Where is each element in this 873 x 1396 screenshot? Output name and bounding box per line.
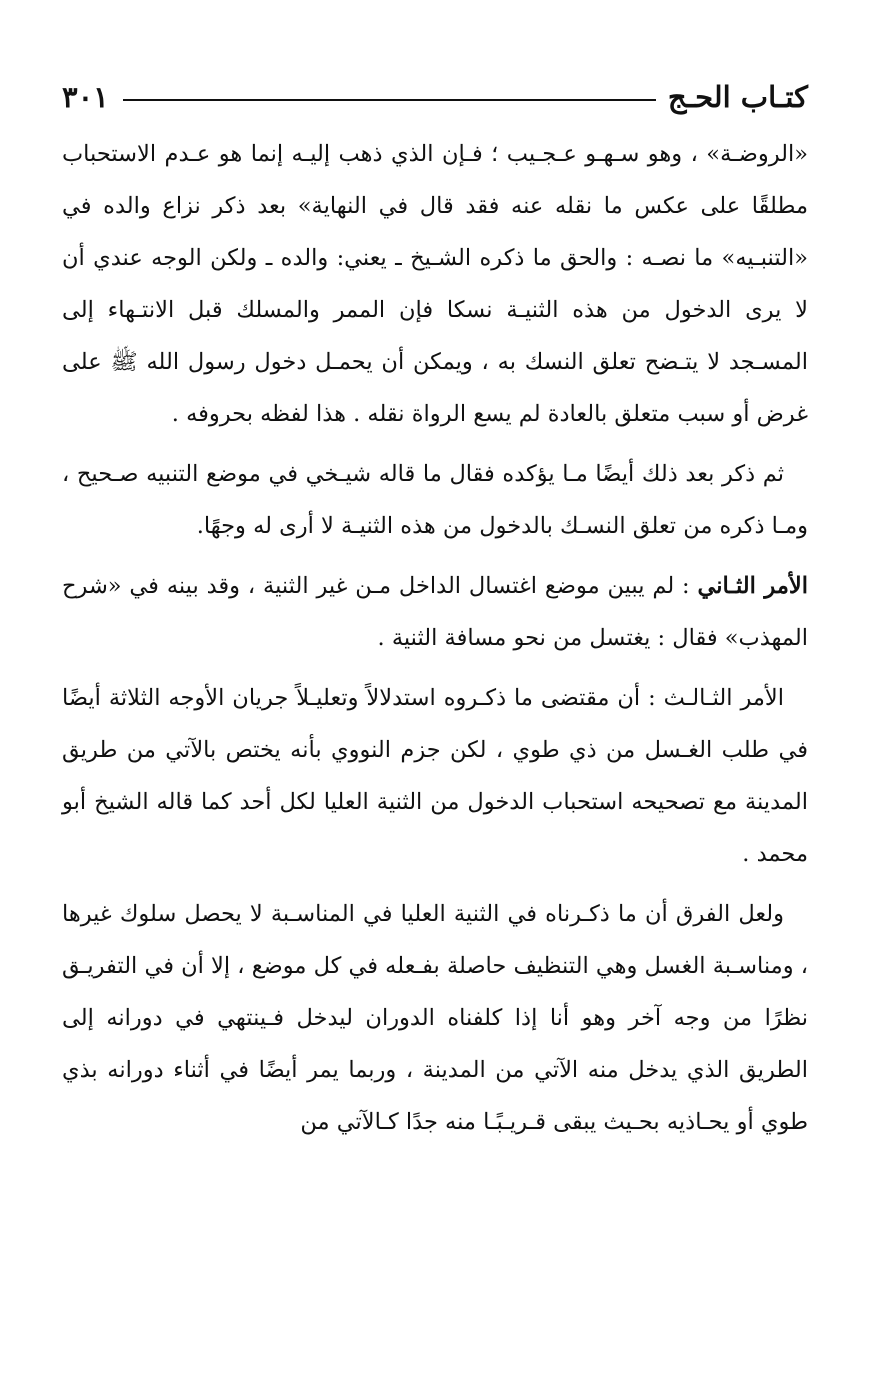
- page-header: [62, 74, 808, 120]
- paragraph: [62, 128, 808, 440]
- paragraph: [62, 888, 808, 1148]
- paragraph-text: : لم يبين موضع اغتسال الداخل مـن غير الثنية ، وقد بينه في «شرح المهذب» فقال : يغتسل من نحو مسافة الثنية .: [62, 573, 808, 651]
- running-title: كتـاب الحـج: [667, 80, 808, 114]
- paragraph-term: الأمر الثـاني: [697, 573, 808, 599]
- paragraph: [62, 672, 808, 880]
- paragraph-text: ولعل الفرق أن ما ذكـرناه في الثنية العليا في المناسـبة لا يحصل سلوك غيرها ، ومناسـبة الغسل وهي التنظيف حاصلة بفـعله في كل موضع ، إلا أن في التفريـق نظرًا من وجه آخر وهو أنا إذا كلفناه الدوران ليدخل فـينتهي في دورانه إلى الطريق الذي يدخل منه الآتي من المدينة ، وربما يمر أيضًا في أثناء دورانه بذي طوي أو يحـاذيه بحـيث يبقى قـريـبًـا منه جدًا كـالآتي من: [62, 901, 808, 1135]
- paragraph-text: ثم ذكر بعد ذلك أيضًا مـا يؤكده فقال ما قاله شيـخي في موضع التنبيه صـحيح ، ومـا ذكره من تعلق النسـك بالدخول من هذه الثنيـة لا أرى له وجهًا.: [62, 461, 808, 539]
- body-text: [62, 128, 808, 1148]
- header-rule: [123, 99, 656, 101]
- paragraph-text: الأمر الثـالـث : أن مقتضى ما ذكـروه استدلالاً وتعليـلاً جريان الأوجه الثلاثة أيضًا في طلب الغـسل من ذي طوي ، لكن جزم النووي بأنه يختص بالآتي من طريق المدينة مع تصحيحه استحباب الدخول من الثنية العليا لكل أحد كما قاله الشيخ أبو محمد .: [62, 685, 808, 867]
- book-page: [62, 74, 808, 1314]
- paragraph: [62, 560, 808, 664]
- page-number: ٣٠١: [62, 80, 109, 114]
- paragraph: [62, 448, 808, 552]
- paragraph-text: «الروضـة» ، وهو سـهـو عـجـيب ؛ فـإن الذي ذهب إليـه إنما هو عـدم الاستحباب مطلقًا على عكس ما نقله عنه فقد قال في النهاية» بعد ذكر نزاع والده في «التنبـيه» ما نصـه : والحق ما ذكره الشـيخ ـ يعني: والده ـ ولكن الوجه عندي أن لا يرى الدخول من هذه الثنيـة نسكا فإن الممر والمسلك قبل الانتـهاء إلى المسـجد لا يتـضح تعلق النسك به ، ويمكن أن يحمـل دخول رسول الله ﷺ على غرض أو سبب متعلق بالعادة لم يسع الرواة نقله . هذا لفظه بحروفه .: [62, 141, 808, 427]
